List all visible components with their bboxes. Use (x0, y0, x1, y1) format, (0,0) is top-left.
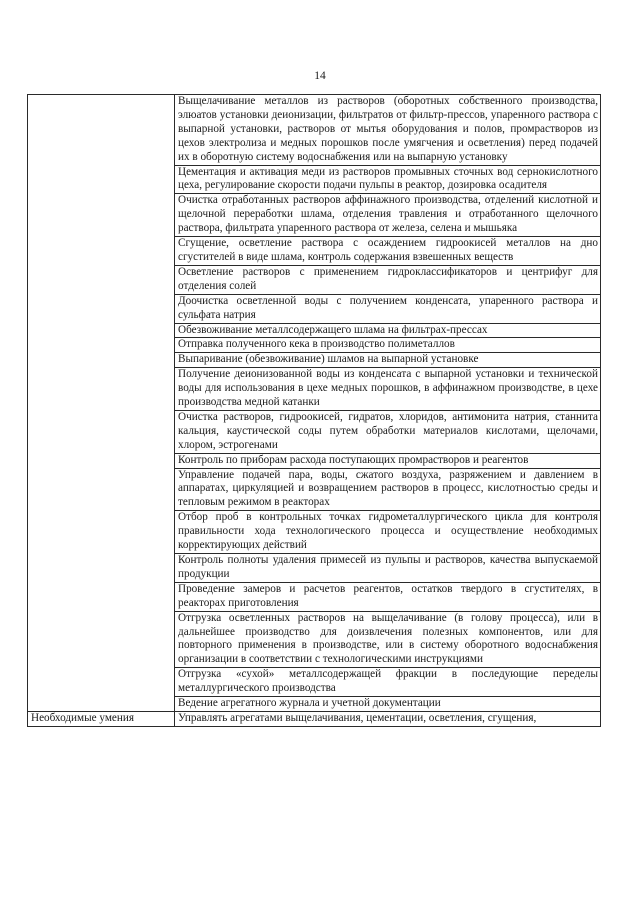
labor-actions-body (28, 95, 601, 712)
labor-actions-label-cell (28, 95, 175, 712)
labor-action-cell: Контроль полноты удаления примесей из пульпы и растворов, качества выпускаемой продукции (175, 554, 601, 583)
labor-action-cell: Проведение замеров и расчетов реагентов, остатков твердого в сгустителях, в реакторах приготовления (175, 582, 601, 611)
labor-action-cell: Управление подачей пара, воды, сжатого воздуха, разряжением и давлением в аппаратах, циркуляцией и возвращением растворов в процесс, кислотностью среды и тепловым режимом в реакторах (175, 468, 601, 511)
labor-action-cell: Отгрузка осветленных растворов на выщелачивание (в голову процесса), или в дальнейшее производство для доизвлечения полезных компонентов, или для повторного применения в производстве, или в систему оборотного водоснабжения организации в соответствии с технологическими инструкциями (175, 611, 601, 668)
labor-action-cell: Отправка полученного кека в производство полиметаллов (175, 338, 601, 353)
labor-action-cell: Ведение агрегатного журнала и учетной документации (175, 697, 601, 712)
labor-action-cell: Сгущение, осветление раствора с осаждением гидроокисей металлов на дно сгустителей в виде шлама, контроль содержания взвешенных веществ (175, 237, 601, 266)
labor-functions-table (27, 94, 601, 727)
labor-action-cell: Осветление растворов с применением гидроклассификаторов и центрифуг для отделения солей (175, 265, 601, 294)
labor-action-cell: Очистка отработанных растворов аффинажного производства, отделений кислотной и щелочной переработки шлама, отделения травления и отработанного щелочного раствора, фильтрата упаренного раствора от железа, селена и мышьяка (175, 194, 601, 237)
labor-action-cell: Контроль по приборам расхода поступающих промрастворов и реагентов (175, 453, 601, 468)
labor-action-cell: Выпаривание (обезвоживание) шламов на выпарной установке (175, 353, 601, 368)
labor-action-cell: Отгрузка «сухой» металлсодержащей фракции в последующие переделы металлургического производства (175, 668, 601, 697)
page-number: 14 (314, 70, 326, 82)
labor-action-cell: Доочистка осветленной воды с получением конденсата, упаренного раствора и сульфата натрия (175, 294, 601, 323)
labor-action-cell: Цементация и активация меди из растворов промывных сточных вод сернокислотного цеха, регулирование скорости подачи пульпы в реактор, дозировка осадителя (175, 165, 601, 194)
labor-action-cell: Получение деионизованной воды из конденсата с выпарной установки и технической воды для использования в цехе медных порошков, в аффинажном производстве, в цехе производства медной катанки (175, 368, 601, 411)
table-row (28, 95, 601, 166)
labor-action-cell: Выщелачивание металлов из растворов (оборотных собственного производства, элюатов установки деионизации, фильтратов от фильтр-прессов, упаренного раствора с выпарной установки, растворов от мытья оборудования и полов, промрастворов из цехов электролиза и медных порошков после умягчения и осветления) перед подачей их в оборотную систему водоснабжения или на выпарную установку (175, 95, 601, 166)
skills-row (28, 711, 601, 726)
skills-label-cell: Необходимые умения (28, 711, 175, 726)
labor-action-cell: Очистка растворов, гидроокисей, гидратов, хлоридов, антимонита натрия, станнита кальция, каустической соды путем обработки материалов кислотами, щелочами, хлором, эстрогенами (175, 410, 601, 453)
labor-action-cell: Обезвоживание металлсодержащего шлама на фильтрах-прессах (175, 323, 601, 338)
labor-action-cell: Отбор проб в контрольных точках гидрометаллургического цикла для контроля правильности хода технологического процесса и осуществление необходимых корректирующих действий (175, 511, 601, 554)
skills-text-cell: Управлять агрегатами выщелачивания, цементации, осветления, сгущения, (175, 711, 601, 726)
